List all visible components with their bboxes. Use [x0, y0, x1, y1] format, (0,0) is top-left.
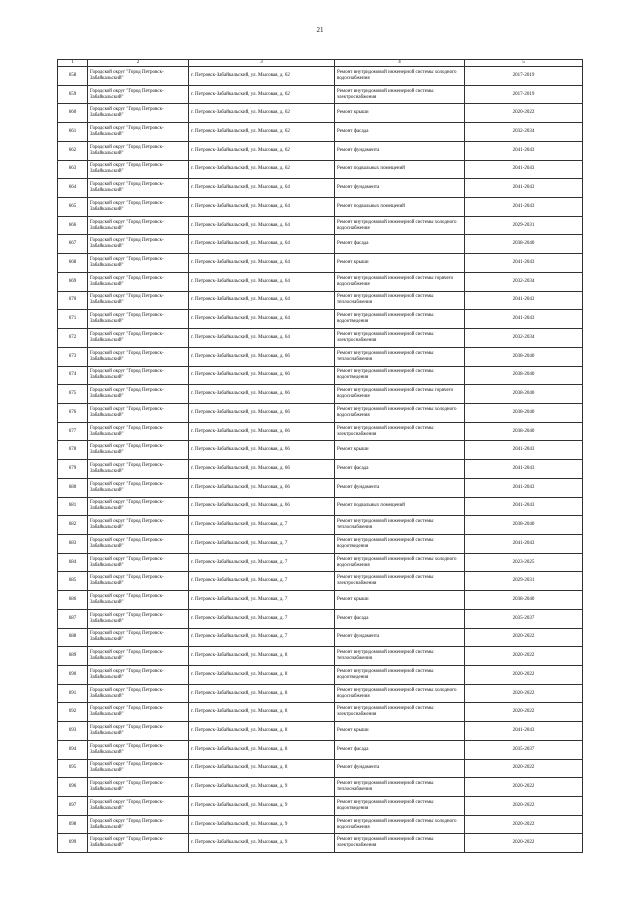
row-number: 667	[58, 235, 88, 254]
row-number: 685	[58, 572, 88, 591]
period-cell: 2041-2043	[465, 478, 583, 497]
address-cell: г. Петровск-Забайкальский, ул. Мысовая, д. 8	[189, 759, 335, 778]
period-cell: 2020-2022	[465, 797, 583, 816]
work-type-cell: Ремонт внутридомовой инженерной системы электроснабжения	[335, 572, 465, 591]
row-number: 675	[58, 385, 88, 404]
period-cell: 2041-2043	[465, 198, 583, 217]
row-number: 668	[58, 254, 88, 273]
work-type-cell: Ремонт подвальных помещений	[335, 160, 465, 179]
work-type-cell: Ремонт подвальных помещений	[335, 497, 465, 516]
municipality-cell: Городской округ "Город Петровск-Забайкальский"	[88, 160, 189, 179]
municipality-cell: Городской округ "Город Петровск-Забайкальский"	[88, 834, 189, 853]
table-row	[58, 591, 583, 610]
row-number: 686	[58, 591, 88, 610]
address-cell: г. Петровск-Забайкальский, ул. Мысовая, д. 64	[189, 235, 335, 254]
work-type-cell: Ремонт фасада	[335, 235, 465, 254]
municipality-cell: Городской округ "Город Петровск-Забайкальский"	[88, 216, 189, 235]
address-cell: г. Петровск-Забайкальский, ул. Мысовая, д. 66	[189, 497, 335, 516]
period-cell: 2041-2043	[465, 141, 583, 160]
address-cell: г. Петровск-Забайкальский, ул. Мысовая, д. 64	[189, 254, 335, 273]
row-number: 661	[58, 123, 88, 142]
municipality-cell: Городской округ "Город Петровск-Забайкальский"	[88, 85, 189, 104]
work-type-cell: Ремонт крыши	[335, 591, 465, 610]
table-row	[58, 516, 583, 535]
work-type-cell: Ремонт крыши	[335, 722, 465, 741]
municipality-cell: Городской округ "Город Петровск-Забайкальский"	[88, 572, 189, 591]
period-cell: 2029-2031	[465, 572, 583, 591]
table-row	[58, 329, 583, 348]
municipality-cell: Городской округ "Город Петровск-Забайкальский"	[88, 198, 189, 217]
period-cell: 2020-2022	[465, 778, 583, 797]
row-number: 681	[58, 497, 88, 516]
address-cell: г. Петровск-Забайкальский, ул. Мысовая, д. 8	[189, 684, 335, 703]
municipality-cell: Городской округ "Город Петровск-Забайкальский"	[88, 123, 189, 142]
address-cell: г. Петровск-Забайкальский, ул. Мысовая, д. 7	[189, 628, 335, 647]
row-number: 665	[58, 198, 88, 217]
period-cell: 2038-2040	[465, 366, 583, 385]
table-row	[58, 572, 583, 591]
address-cell: г. Петровск-Забайкальский, ул. Мысовая, д. 7	[189, 572, 335, 591]
row-number: 691	[58, 684, 88, 703]
work-type-cell: Ремонт внутридомовой инженерной системы горячего водоснабжения	[335, 272, 465, 291]
work-type-cell: Ремонт фасада	[335, 609, 465, 628]
address-cell: г. Петровск-Забайкальский, ул. Мысовая, д. 9	[189, 778, 335, 797]
address-cell: г. Петровск-Забайкальский, ул. Мысовая, д. 66	[189, 347, 335, 366]
municipality-cell: Городской округ "Город Петровск-Забайкальский"	[88, 759, 189, 778]
address-cell: г. Петровск-Забайкальский, ул. Мысовая, д. 9	[189, 797, 335, 816]
period-cell: 2020-2022	[465, 759, 583, 778]
address-cell: г. Петровск-Забайкальский, ул. Мысовая, д. 66	[189, 441, 335, 460]
table-row	[58, 216, 583, 235]
table-row	[58, 497, 583, 516]
table-row	[58, 553, 583, 572]
table-row	[58, 609, 583, 628]
work-type-cell: Ремонт внутридомовой инженерной системы водоотведения	[335, 310, 465, 329]
municipality-cell: Городской округ "Город Петровск-Забайкальский"	[88, 254, 189, 273]
address-cell: г. Петровск-Забайкальский, ул. Мысовая, д. 62	[189, 85, 335, 104]
address-cell: г. Петровск-Забайкальский, ул. Мысовая, д. 8	[189, 740, 335, 759]
row-number: 689	[58, 647, 88, 666]
period-cell: 2035-2037	[465, 609, 583, 628]
period-cell: 2041-2043	[465, 160, 583, 179]
period-cell: 2023-2025	[465, 553, 583, 572]
address-cell: г. Петровск-Забайкальский, ул. Мысовая, д. 62	[189, 104, 335, 123]
municipality-cell: Городской округ "Город Петровск-Забайкальский"	[88, 310, 189, 329]
row-number: 677	[58, 422, 88, 441]
address-cell: г. Петровск-Забайкальский, ул. Мысовая, д. 64	[189, 310, 335, 329]
table-row	[58, 403, 583, 422]
period-cell: 2032-2034	[465, 329, 583, 348]
address-cell: г. Петровск-Забайкальский, ул. Мысовая, д. 64	[189, 179, 335, 198]
row-number: 687	[58, 609, 88, 628]
header-col-1: 1	[58, 60, 88, 67]
municipality-cell: Городской округ "Город Петровск-Забайкальский"	[88, 235, 189, 254]
period-cell: 2038-2040	[465, 403, 583, 422]
work-type-cell: Ремонт внутридомовой инженерной системы теплоснабжения	[335, 778, 465, 797]
municipality-cell: Городской округ "Город Петровск-Забайкальский"	[88, 797, 189, 816]
period-cell: 2020-2022	[465, 666, 583, 685]
period-cell: 2020-2022	[465, 628, 583, 647]
row-number: 678	[58, 441, 88, 460]
address-cell: г. Петровск-Забайкальский, ул. Мысовая, д. 66	[189, 403, 335, 422]
page-number: 21	[316, 26, 324, 34]
municipality-cell: Городской округ "Город Петровск-Забайкальский"	[88, 347, 189, 366]
period-cell: 2032-2034	[465, 272, 583, 291]
table-row	[58, 385, 583, 404]
address-cell: г. Петровск-Забайкальский, ул. Мысовая, д. 8	[189, 703, 335, 722]
period-cell: 2041-2043	[465, 254, 583, 273]
period-cell: 2041-2043	[465, 291, 583, 310]
header-row	[58, 60, 583, 67]
row-number: 669	[58, 272, 88, 291]
municipality-cell: Городской округ "Город Петровск-Забайкальский"	[88, 815, 189, 834]
municipality-cell: Городской округ "Город Петровск-Забайкальский"	[88, 291, 189, 310]
header-col-4: 4	[335, 60, 465, 67]
header-col-2: 2	[88, 60, 189, 67]
work-type-cell: Ремонт фасада	[335, 740, 465, 759]
municipality-cell: Городской округ "Город Петровск-Забайкальский"	[88, 778, 189, 797]
period-cell: 2029-2031	[465, 216, 583, 235]
period-cell: 2038-2040	[465, 422, 583, 441]
municipality-cell: Городской округ "Город Петровск-Забайкальский"	[88, 67, 189, 86]
address-cell: г. Петровск-Забайкальский, ул. Мысовая, д. 62	[189, 160, 335, 179]
work-type-cell: Ремонт внутридомовой инженерной системы теплоснабжения	[335, 291, 465, 310]
municipality-cell: Городской округ "Город Петровск-Забайкальский"	[88, 497, 189, 516]
work-type-cell: Ремонт крыши	[335, 104, 465, 123]
table-row	[58, 703, 583, 722]
row-number: 698	[58, 815, 88, 834]
table-row	[58, 478, 583, 497]
address-cell: г. Петровск-Забайкальский, ул. Мысовая, д. 7	[189, 516, 335, 535]
address-cell: г. Петровск-Забайкальский, ул. Мысовая, д. 7	[189, 553, 335, 572]
work-type-cell: Ремонт внутридомовой инженерной системы теплоснабжения	[335, 647, 465, 666]
address-cell: г. Петровск-Забайкальский, ул. Мысовая, д. 64	[189, 272, 335, 291]
row-number: 679	[58, 460, 88, 479]
table-row	[58, 198, 583, 217]
table-row	[58, 759, 583, 778]
row-number: 666	[58, 216, 88, 235]
work-type-cell: Ремонт внутридомовой инженерной системы водоотведения	[335, 797, 465, 816]
municipality-cell: Городской округ "Город Петровск-Забайкальский"	[88, 141, 189, 160]
work-type-cell: Ремонт внутридомовой инженерной системы электроснабжения	[335, 85, 465, 104]
address-cell: г. Петровск-Забайкальский, ул. Мысовая, д. 66	[189, 422, 335, 441]
period-cell: 2038-2040	[465, 591, 583, 610]
address-cell: г. Петровск-Забайкальский, ул. Мысовая, д. 62	[189, 123, 335, 142]
table-row	[58, 441, 583, 460]
period-cell: 2041-2043	[465, 460, 583, 479]
period-cell: 2020-2022	[465, 815, 583, 834]
municipality-cell: Городской округ "Город Петровск-Забайкальский"	[88, 591, 189, 610]
address-cell: г. Петровск-Забайкальский, ул. Мысовая, д. 8	[189, 666, 335, 685]
address-cell: г. Петровск-Забайкальский, ул. Мысовая, д. 9	[189, 815, 335, 834]
table-row	[58, 834, 583, 853]
row-number: 699	[58, 834, 88, 853]
address-cell: г. Петровск-Забайкальский, ул. Мысовая, д. 64	[189, 216, 335, 235]
work-type-cell: Ремонт внутридомовой инженерной системы водоотведения	[335, 366, 465, 385]
row-number: 692	[58, 703, 88, 722]
table-row	[58, 179, 583, 198]
header-col-3: 3	[189, 60, 335, 67]
period-cell: 2035-2037	[465, 740, 583, 759]
work-type-cell: Ремонт внутридомовой инженерной системы теплоснабжения	[335, 516, 465, 535]
work-type-cell: Ремонт внутридомовой инженерной системы холодного водоснабжения	[335, 67, 465, 86]
row-number: 658	[58, 67, 88, 86]
municipality-cell: Городской округ "Город Петровск-Забайкальский"	[88, 684, 189, 703]
address-cell: г. Петровск-Забайкальский, ул. Мысовая, д. 64	[189, 198, 335, 217]
municipality-cell: Городской округ "Город Петровск-Забайкальский"	[88, 703, 189, 722]
period-cell: 2041-2043	[465, 310, 583, 329]
table-row	[58, 628, 583, 647]
municipality-cell: Городской округ "Город Петровск-Забайкальский"	[88, 272, 189, 291]
header-col-5: 5	[465, 60, 583, 67]
table-row	[58, 797, 583, 816]
period-cell: 2020-2022	[465, 647, 583, 666]
table-row	[58, 347, 583, 366]
row-number: 659	[58, 85, 88, 104]
work-type-cell: Ремонт фасада	[335, 123, 465, 142]
period-cell: 2041-2043	[465, 722, 583, 741]
table-row	[58, 235, 583, 254]
municipality-cell: Городской округ "Город Петровск-Забайкальский"	[88, 329, 189, 348]
period-cell: 2038-2040	[465, 516, 583, 535]
address-cell: г. Петровск-Забайкальский, ул. Мысовая, д. 64	[189, 329, 335, 348]
municipality-cell: Городской округ "Город Петровск-Забайкальский"	[88, 460, 189, 479]
row-number: 663	[58, 160, 88, 179]
work-type-cell: Ремонт внутридомовой инженерной системы водоотведения	[335, 534, 465, 553]
table-row	[58, 684, 583, 703]
row-number: 680	[58, 478, 88, 497]
work-type-cell: Ремонт фундамента	[335, 179, 465, 198]
period-cell: 2020-2022	[465, 104, 583, 123]
address-cell: г. Петровск-Забайкальский, ул. Мысовая, д. 62	[189, 141, 335, 160]
municipality-cell: Городской округ "Город Петровск-Забайкальский"	[88, 403, 189, 422]
repair-schedule-table	[57, 59, 583, 853]
municipality-cell: Городской округ "Город Петровск-Забайкальский"	[88, 478, 189, 497]
row-number: 660	[58, 104, 88, 123]
work-type-cell: Ремонт фундамента	[335, 141, 465, 160]
row-number: 676	[58, 403, 88, 422]
municipality-cell: Городской округ "Город Петровск-Забайкальский"	[88, 647, 189, 666]
municipality-cell: Городской округ "Город Петровск-Забайкальский"	[88, 609, 189, 628]
work-type-cell: Ремонт внутридомовой инженерной системы водоотведения	[335, 666, 465, 685]
table-header	[58, 60, 583, 67]
row-number: 690	[58, 666, 88, 685]
work-type-cell: Ремонт внутридомовой инженерной системы горячего водоснабжения	[335, 385, 465, 404]
municipality-cell: Городской округ "Город Петровск-Забайкальский"	[88, 104, 189, 123]
table-row	[58, 291, 583, 310]
row-number: 697	[58, 797, 88, 816]
work-type-cell: Ремонт внутридомовой инженерной системы холодного водоснабжения	[335, 684, 465, 703]
address-cell: г. Петровск-Забайкальский, ул. Мысовая, д. 9	[189, 834, 335, 853]
row-number: 688	[58, 628, 88, 647]
address-cell: г. Петровск-Забайкальский, ул. Мысовая, д. 7	[189, 591, 335, 610]
municipality-cell: Городской округ "Город Петровск-Забайкальский"	[88, 534, 189, 553]
table-row	[58, 67, 583, 86]
address-cell: г. Петровск-Забайкальский, ул. Мысовая, д. 66	[189, 478, 335, 497]
period-cell: 2041-2043	[465, 497, 583, 516]
address-cell: г. Петровск-Забайкальский, ул. Мысовая, д. 66	[189, 366, 335, 385]
table-row	[58, 778, 583, 797]
table-row	[58, 272, 583, 291]
address-cell: г. Петровск-Забайкальский, ул. Мысовая, д. 7	[189, 534, 335, 553]
municipality-cell: Городской округ "Город Петровск-Забайкальский"	[88, 516, 189, 535]
period-cell: 2020-2022	[465, 703, 583, 722]
table-row	[58, 460, 583, 479]
work-type-cell: Ремонт фасада	[335, 460, 465, 479]
table-row	[58, 141, 583, 160]
period-cell: 2020-2022	[465, 834, 583, 853]
table-body	[58, 67, 583, 853]
municipality-cell: Городской округ "Город Петровск-Забайкальский"	[88, 740, 189, 759]
municipality-cell: Городской округ "Город Петровск-Забайкальский"	[88, 722, 189, 741]
table-row	[58, 722, 583, 741]
row-number: 670	[58, 291, 88, 310]
municipality-cell: Городской округ "Город Петровск-Забайкальский"	[88, 422, 189, 441]
row-number: 664	[58, 179, 88, 198]
table-row	[58, 104, 583, 123]
table-row	[58, 647, 583, 666]
period-cell: 2041-2043	[465, 179, 583, 198]
table-row	[58, 815, 583, 834]
work-type-cell: Ремонт внутридомовой инженерной системы теплоснабжения	[335, 347, 465, 366]
municipality-cell: Городской округ "Город Петровск-Забайкальский"	[88, 553, 189, 572]
row-number: 695	[58, 759, 88, 778]
row-number: 671	[58, 310, 88, 329]
work-type-cell: Ремонт фундамента	[335, 628, 465, 647]
period-cell: 2038-2040	[465, 347, 583, 366]
municipality-cell: Городской округ "Город Петровск-Забайкальский"	[88, 385, 189, 404]
row-number: 662	[58, 141, 88, 160]
municipality-cell: Городской округ "Город Петровск-Забайкальский"	[88, 628, 189, 647]
municipality-cell: Городской округ "Город Петровск-Забайкальский"	[88, 441, 189, 460]
work-type-cell: Ремонт внутридомовой инженерной системы холодного водоснабжения	[335, 815, 465, 834]
period-cell: 2017-2019	[465, 85, 583, 104]
municipality-cell: Городской округ "Город Петровск-Забайкальский"	[88, 179, 189, 198]
table-row	[58, 666, 583, 685]
address-cell: г. Петровск-Забайкальский, ул. Мысовая, д. 62	[189, 67, 335, 86]
period-cell: 2017-2019	[465, 67, 583, 86]
table-row	[58, 85, 583, 104]
table-row	[58, 160, 583, 179]
table-row	[58, 422, 583, 441]
row-number: 673	[58, 347, 88, 366]
work-type-cell: Ремонт внутридомовой инженерной системы холодного водоснабжения	[335, 553, 465, 572]
work-type-cell: Ремонт подвальных помещений	[335, 198, 465, 217]
table-row	[58, 310, 583, 329]
period-cell: 2041-2043	[465, 441, 583, 460]
work-type-cell: Ремонт внутридомовой инженерной системы электроснабжения	[335, 703, 465, 722]
row-number: 693	[58, 722, 88, 741]
table-row	[58, 740, 583, 759]
work-type-cell: Ремонт внутридомовой инженерной системы электроснабжения	[335, 422, 465, 441]
table-row	[58, 534, 583, 553]
row-number: 674	[58, 366, 88, 385]
address-cell: г. Петровск-Забайкальский, ул. Мысовая, д. 8	[189, 647, 335, 666]
period-cell: 2041-2043	[465, 534, 583, 553]
row-number: 683	[58, 534, 88, 553]
period-cell: 2020-2022	[465, 684, 583, 703]
municipality-cell: Городской округ "Город Петровск-Забайкальский"	[88, 666, 189, 685]
period-cell: 2038-2040	[465, 235, 583, 254]
work-type-cell: Ремонт внутридомовой инженерной системы холодного водоснабжения	[335, 216, 465, 235]
work-type-cell: Ремонт крыши	[335, 254, 465, 273]
work-type-cell: Ремонт крыши	[335, 441, 465, 460]
table-row	[58, 123, 583, 142]
municipality-cell: Городской округ "Город Петровск-Забайкальский"	[88, 366, 189, 385]
row-number: 684	[58, 553, 88, 572]
address-cell: г. Петровск-Забайкальский, ул. Мысовая, д. 66	[189, 460, 335, 479]
row-number: 682	[58, 516, 88, 535]
row-number: 696	[58, 778, 88, 797]
address-cell: г. Петровск-Забайкальский, ул. Мысовая, д. 8	[189, 722, 335, 741]
period-cell: 2038-2040	[465, 385, 583, 404]
address-cell: г. Петровск-Забайкальский, ул. Мысовая, д. 66	[189, 385, 335, 404]
work-type-cell: Ремонт внутридомовой инженерной системы холодного водоснабжения	[335, 403, 465, 422]
work-type-cell: Ремонт внутридомовой инженерной системы электроснабжения	[335, 834, 465, 853]
table-row	[58, 366, 583, 385]
period-cell: 2032-2034	[465, 123, 583, 142]
work-type-cell: Ремонт фундамента	[335, 478, 465, 497]
address-cell: г. Петровск-Забайкальский, ул. Мысовая, д. 7	[189, 609, 335, 628]
work-type-cell: Ремонт внутридомовой инженерной системы электроснабжения	[335, 329, 465, 348]
address-cell: г. Петровск-Забайкальский, ул. Мысовая, д. 64	[189, 291, 335, 310]
work-type-cell: Ремонт фундамента	[335, 759, 465, 778]
row-number: 672	[58, 329, 88, 348]
row-number: 694	[58, 740, 88, 759]
table-row	[58, 254, 583, 273]
